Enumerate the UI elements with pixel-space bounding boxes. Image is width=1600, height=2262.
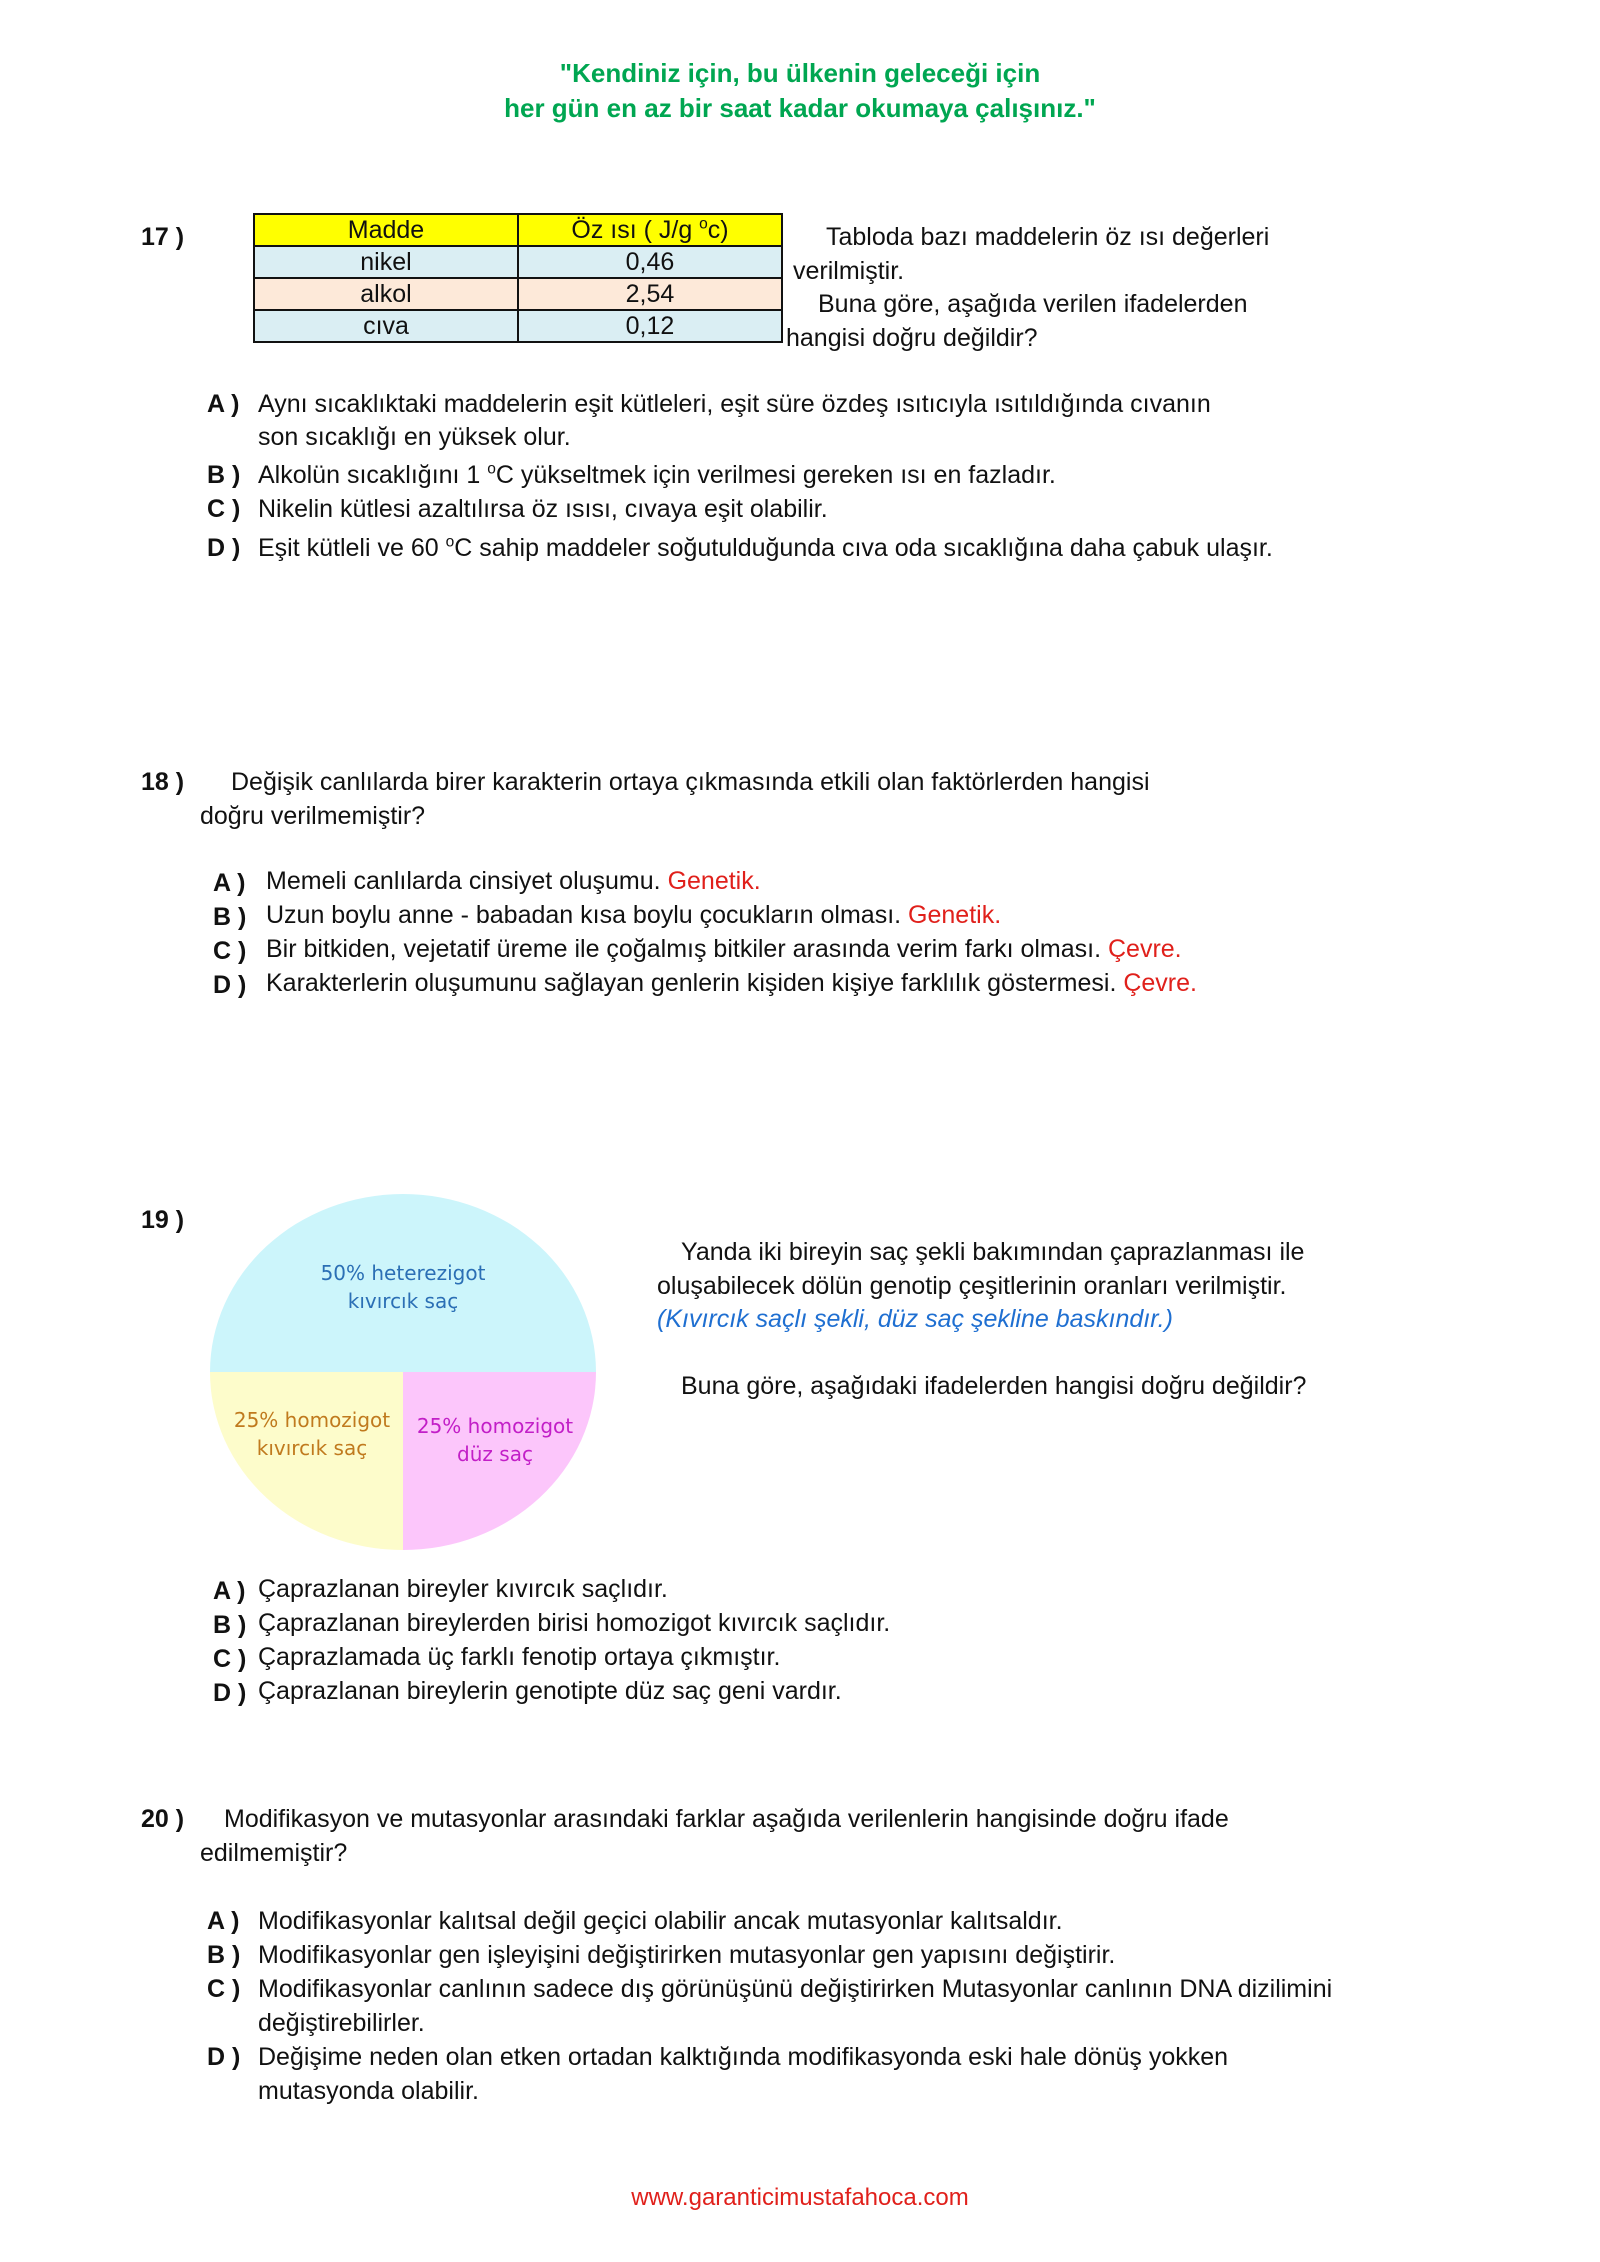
table-header-oz-isi [518, 214, 782, 246]
header-degree-sup: o [699, 215, 708, 233]
table-cell-oz-isi: 2,54 [518, 278, 782, 310]
q19-option-b-text: Çaprazlanan bireylerden birisi homozigot kıvırcık saçlıdır. [258, 1609, 891, 1637]
q18-option-b-label: B ) [213, 903, 247, 931]
q19-stem-line-2: oluşabilecek dölün genotip çeşitlerinin oranları verilmiştir. [657, 1272, 1287, 1300]
q17-option-d-label: D ) [207, 534, 241, 562]
table-cell-madde: alkol [254, 278, 518, 310]
q17-d-degree: o [445, 533, 455, 551]
table-cell-madde: nikel [254, 246, 518, 278]
q20-option-b-text: Modifikasyonlar gen işleyişini değiştirirken mutasyonlar gen yapısını değiştirir. [258, 1941, 1116, 1969]
q17-option-b-text [258, 460, 1056, 490]
pie-label-1-line-1: 50% heterezigot [320, 1261, 486, 1285]
q17-d-pre: Eşit kütleli ve 60 [258, 534, 446, 562]
q17-option-a-label: A ) [207, 390, 240, 418]
q19-question: Buna göre, aşağıdaki ifadelerden hangisi doğru değildir? [681, 1372, 1307, 1400]
footer-website-link[interactable]: www.garanticimustafahoca.com [631, 2184, 969, 2211]
table-row [254, 278, 782, 310]
q17-option-c-label: C ) [207, 495, 241, 523]
q17-d-post: C sahip maddeler soğutulduğunda cıva oda sıcaklığına daha çabuk ulaşır. [454, 534, 1273, 562]
header-unit-c: c) [707, 216, 729, 244]
pie-label-2-line-1: 25% homozigot [233, 1408, 391, 1432]
question-17-number: 17 ) [141, 223, 185, 251]
q20-option-c-text-1: Modifikasyonlar canlının sadece dış görünüşünü değiştirirken Mutasyonlar canlının DNA dizilimini [258, 1975, 1333, 2003]
table-row [254, 246, 782, 278]
pie-slice-homozygous-curly [210, 1372, 403, 1550]
table-cell-madde: cıva [254, 310, 518, 342]
q20-option-c-label: C ) [207, 1975, 241, 2003]
table-cell-oz-isi: 0,12 [518, 310, 782, 342]
question-20-number: 20 ) [141, 1805, 185, 1833]
q20-option-c-text-2: değiştirebilirler. [258, 2009, 425, 2037]
q17-option-b-label: B ) [207, 461, 241, 489]
q19-option-b-label: B ) [213, 1611, 247, 1639]
q18-option-b-text [266, 900, 1001, 930]
table-cell-oz-isi: 0,46 [518, 246, 782, 278]
q18-option-a-label: A ) [213, 869, 246, 897]
q17-stem-line-3: Buna göre, aşağıda verilen ifadelerden [818, 290, 1248, 318]
q18-stem-line-2: doğru verilmemiştir? [200, 802, 426, 830]
q19-option-d-label: D ) [213, 1679, 247, 1707]
header-oz-isi-text: Öz ısı ( J/g [571, 216, 700, 244]
q17-b-degree: o [487, 460, 496, 478]
q18-stem-line-1: Değişik canlılarda birer karakterin ortaya çıkmasında etkili olan faktörlerden hangisi [231, 768, 1150, 796]
q17-b-post: C yükseltmek için verilmesi gereken ısı en fazladır. [495, 461, 1056, 489]
q20-option-a-text: Modifikasyonlar kalıtsal değil geçici olabilir ancak mutasyonlar kalıtsaldır. [258, 1907, 1063, 1935]
q20-stem-line-1: Modifikasyon ve mutasyonlar arasındaki farklar aşağıda verilenlerin hangisinde doğru ifade [224, 1805, 1229, 1833]
q18-option-c-label: C ) [213, 937, 247, 965]
q19-option-a-text: Çaprazlanan bireyler kıvırcık saçlıdır. [258, 1575, 668, 1603]
genotype-pie-chart [200, 1190, 610, 1560]
q19-option-c-text: Çaprazlamada üç farklı fenotip ortaya çıkmıştır. [258, 1643, 781, 1671]
q17-stem-line-2: verilmiştir. [793, 257, 905, 285]
q18-d-factor: Çevre. [1123, 969, 1197, 997]
q17-option-d-text [258, 533, 1273, 563]
q18-option-c-text [266, 934, 1182, 964]
pie-label-2-line-2: kıvırcık saç [256, 1436, 368, 1460]
q18-option-d-label: D ) [213, 971, 247, 999]
q17-option-c-text: Nikelin kütlesi azaltılırsa öz ısısı, cıvaya eşit olabilir. [258, 495, 828, 523]
q18-option-a-text [266, 866, 761, 896]
question-18-number: 18 ) [141, 768, 185, 796]
q18-c-statement: Bir bitkiden, vejetatif üreme ile çoğalmış bitkiler arasında verim farkı olması. [266, 935, 1108, 963]
q18-option-d-text [266, 968, 1197, 998]
q18-c-factor: Çevre. [1107, 935, 1182, 963]
q20-option-a-label: A ) [207, 1907, 240, 1935]
q18-a-factor: Genetik. [667, 867, 761, 895]
q18-b-factor: Genetik. [908, 901, 1002, 929]
specific-heat-table [253, 213, 783, 343]
table-header-row [254, 214, 782, 246]
table-row [254, 310, 782, 342]
q19-option-c-label: C ) [213, 1645, 247, 1673]
q20-option-d-text-2: mutasyonda olabilir. [258, 2077, 479, 2105]
q19-stem-note: (Kıvırcık saçlı şekli, düz saç şekline baskındır.) [657, 1305, 1173, 1333]
q20-stem-line-2: edilmemiştir? [200, 1839, 348, 1867]
q20-option-d-label: D ) [207, 2043, 241, 2071]
pie-label-3-line-2: düz saç [457, 1442, 533, 1466]
q18-b-statement: Uzun boylu anne - babadan kısa boylu çocukların olması. [266, 901, 909, 929]
pie-label-1-line-2: kıvırcık saç [347, 1289, 459, 1313]
q18-a-statement: Memeli canlılarda cinsiyet oluşumu. [266, 867, 668, 895]
q17-b-pre: Alkolün sıcaklığını 1 [258, 461, 488, 489]
q19-option-d-text: Çaprazlanan bireylerin genotipte düz saç geni vardır. [258, 1677, 842, 1705]
q19-stem-line-1: Yanda iki bireyin saç şekli bakımından çaprazlanması ile [681, 1238, 1305, 1266]
table-header-madde: Madde [254, 214, 518, 246]
q17-option-a-text-1: Aynı sıcaklıktaki maddelerin eşit kütleleri, eşit süre özdeş ısıtıcıyla ısıtıldığında cıvanın [258, 390, 1211, 418]
q17-stem-line-1: Tabloda bazı maddelerin öz ısı değerleri [826, 223, 1270, 251]
q18-d-statement: Karakterlerin oluşumunu sağlayan genlerin kişiden kişiye farklılık göstermesi. [266, 969, 1124, 997]
motto-line-2: her gün en az bir saat kadar okumaya çalışınız." [504, 93, 1096, 123]
motto-line-1: "Kendiniz için, bu ülkenin geleceği için [559, 58, 1041, 88]
pie-label-3-line-1: 25% homozigot [416, 1414, 574, 1438]
question-19-number: 19 ) [141, 1206, 185, 1234]
q20-option-d-text-1: Değişime neden olan etken ortadan kalktığında modifikasyonda eski hale dönüş yokken [258, 2043, 1229, 2071]
q17-stem-line-4: hangisi doğru değildir? [786, 324, 1038, 352]
q17-option-a-text-2: son sıcaklığı en yüksek olur. [258, 423, 571, 451]
q19-option-a-label: A ) [213, 1577, 246, 1605]
q20-option-b-label: B ) [207, 1941, 241, 1969]
